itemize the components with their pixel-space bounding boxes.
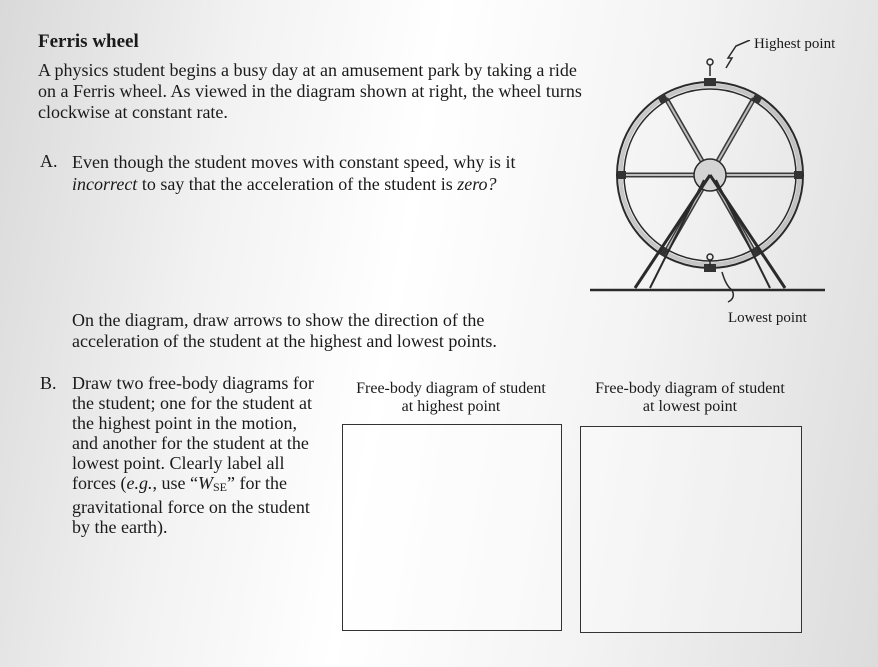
fbd-lowest-box[interactable]: [580, 426, 802, 633]
question-a-italic-incorrect: incorrect: [72, 174, 138, 194]
question-b-label: B.: [40, 373, 57, 393]
fbd-lowest-caption-line1: Free-body diagram of student: [595, 380, 785, 397]
question-a-part3: to say that the acceleration of the student is: [141, 174, 453, 194]
question-b-eg: e.g.: [126, 473, 153, 493]
highest-point-pointer: [726, 40, 750, 68]
fbd-highest-caption-line2: at highest point: [401, 398, 501, 415]
fbd-highest-box[interactable]: [342, 424, 562, 631]
intro-paragraph: A physics student begins a busy day at an amusement park by taking a ride on a Ferris wheel. As viewed in the diagram shown at right, the wheel turns clockwise at constant rate.: [38, 60, 582, 122]
question-b-symbol: W: [197, 473, 213, 493]
question-a-part1: Even though the student moves with constant speed, why is it: [72, 152, 516, 172]
label-highest-point: Highest point: [754, 36, 836, 52]
question-b-part3: ” for the gravitational force on the student by the earth).: [72, 473, 310, 537]
fbd-highest-caption: [340, 380, 562, 416]
fbd-highest-caption-line1: Free-body diagram of student: [356, 380, 546, 397]
question-a-label: A.: [40, 151, 58, 171]
question-b-text: [72, 373, 327, 537]
question-b-part2: , use “: [152, 473, 198, 493]
question-a-instruction: On the diagram, draw arrows to show the direction of the acceleration of the student at the highest and lowest points.: [72, 310, 497, 351]
page-title: Ferris wheel: [38, 31, 139, 52]
ferris-wheel-diagram: [580, 40, 850, 310]
fbd-lowest-caption-line2: at lowest point: [642, 398, 738, 415]
student-top-figure: [707, 59, 713, 76]
label-lowest-point: Lowest point: [728, 310, 807, 326]
question-a-text: [72, 151, 572, 195]
question-b-subscript: SE: [212, 480, 227, 494]
question-a-italic-zero: zero?: [457, 174, 497, 194]
fbd-lowest-caption: [578, 380, 802, 416]
question-b-part1: Draw two free-body diagrams for the student; one for the student at the highest point in the motion, and another for the student at the lowest point. Clearly label all forces (: [72, 373, 314, 493]
lowest-point-pointer: [722, 272, 733, 302]
